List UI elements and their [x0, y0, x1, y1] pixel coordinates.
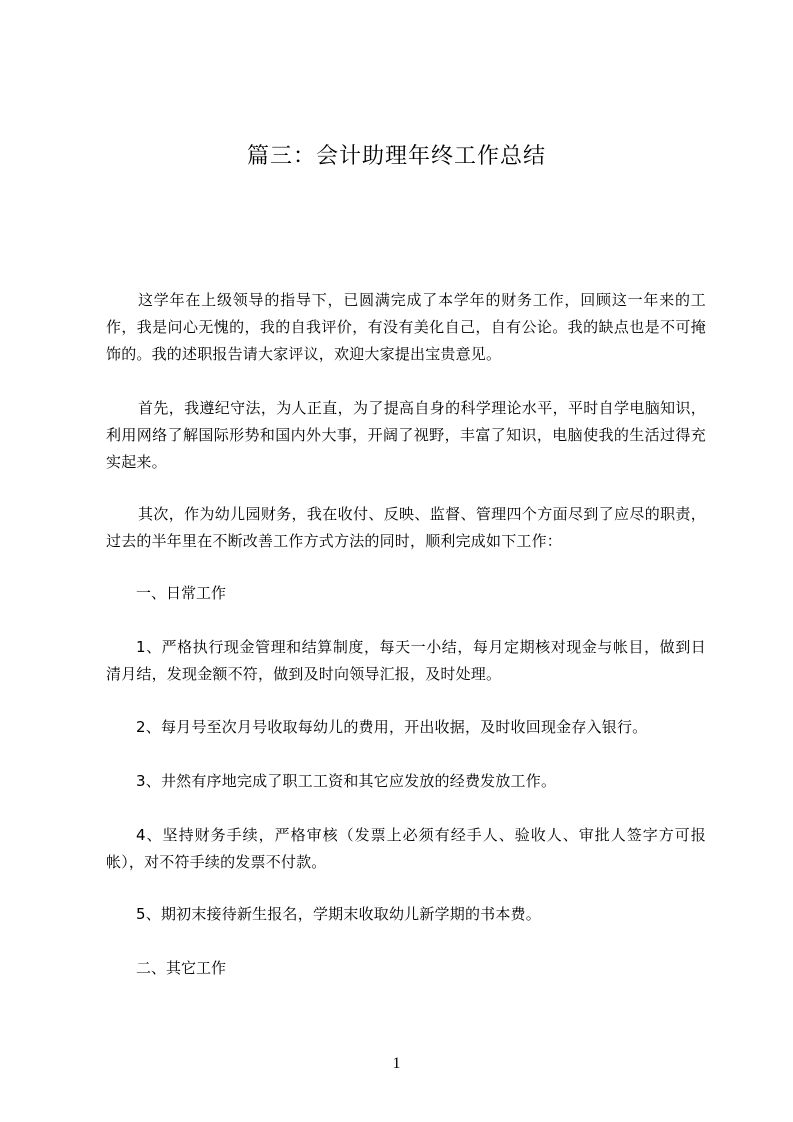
list-item-3: 3、井然有序地完成了职工工资和其它应发放的经费发放工作。 [136, 772, 557, 790]
section-heading-other-work: 二、其它工作 [136, 959, 227, 977]
list-item-2: 2、每月号至次月号收取每幼儿的费用，开出收据，及时收回现金存入银行。 [136, 718, 648, 736]
paragraph-intro: 这学年在上级领导的指导下，已圆满完成了本学年的财务工作，回顾这一年来的工作，我是问心无愧的，我的自我评价，有没有美化自己，自有公论。我的缺点也是不可掩饰的。我的述职报告请大家评议，欢迎大家提出宝贵意见。 [106, 291, 706, 363]
list-item-5: 5、期初末接待新生报名，学期末收取幼儿新学期的书本费。 [136, 905, 541, 923]
section-heading-daily-work: 一、日常工作 [136, 584, 227, 602]
list-item-1: 1、严格执行现金管理和结算制度，每天一小结，每月定期核对现金与帐目，做到日清月结，发现金额不符，做到及时向领导汇报，及时处理。 [106, 638, 706, 683]
document-title: 篇三：会计助理年终工作总结 [246, 144, 546, 169]
paragraph-second: 其次，作为幼儿园财务，我在收付、反映、监督、管理四个方面尽到了应尽的职责，过去的半年里在不断改善工作方式方法的同时，顺利完成如下工作： [106, 505, 706, 550]
paragraph-first: 首先，我遵纪守法，为人正直，为了提高自身的科学理论水平，平时自学电脑知识，利用网络了解国际形势和国内外大事，开阔了视野，丰富了知识，电脑使我的生活过得充实起来。 [106, 399, 706, 471]
list-item-4: 4、坚持财务手续，严格审核（发票上必须有经手人、验收人、审批人签字方可报帐），对不符手续的发票不付款。 [106, 826, 706, 871]
page-number: 1 [392, 1055, 401, 1072]
